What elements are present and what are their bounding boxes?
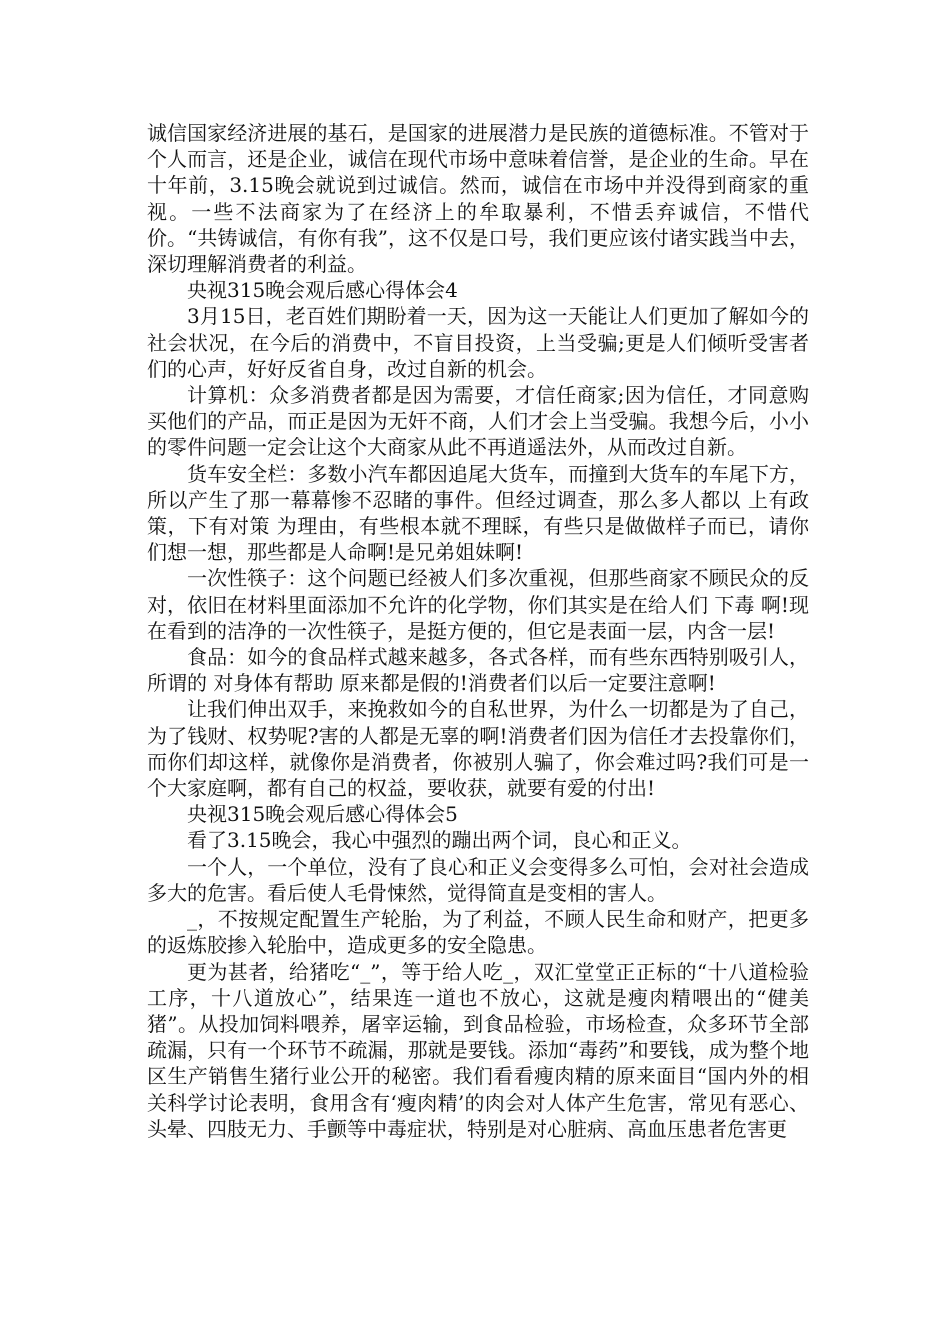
paragraph: 更为甚者，给猪吃“_”，等于给人吃_，双汇堂堂正正标的“十八道检验工序，十八道放心”，结果连一道也不放心，这就是瘦肉精喂出的“健美猪”。从投加饲料喂养，屠宰运输，到食品检验，市场检查，众多环节全部疏漏，只有一个环节不疏漏，那就是要钱。添加“毒药”和要钱，成为整个地区生产销售生猪行业公开的秘密。我们看看瘦肉精的原来面目“国内外的相关科学讨论表明，食用含有‘瘦肉精’的肉会对人体产生危害，常见有恶心、头晕、四肢无力、手颤等中毒症状，特别是对心脏病、高血压患者危害更	[147, 959, 809, 1141]
paragraph: 货车安全栏：多数小汽车都因追尾大货车，而撞到大货车的车尾下方，所以产生了那一幕幕惨不忍睹的事件。但经过调查，那么多人都以 上有政策，下有对策 为理由，有些根本就不理睬，有些只是做做样子而已，请你们想一想，那些都是人命啊!是兄弟姐妹啊!	[147, 461, 809, 565]
paragraph: 计算机：众多消费者都是因为需要，才信任商家;因为信任，才同意购买他们的产品，而正是因为无奸不商，人们才会上当受骗。我想今后，小小的零件问题一定会让这个大商家从此不再逍遥法外，从而改过自新。	[147, 383, 809, 460]
section-heading-4: 央视315晚会观后感心得体会4	[187, 278, 458, 303]
paragraph: 食品：如今的食品样式越来越多，各式各样，而有些东西特别吸引人，所谓的 对身体有帮助 原来都是假的!消费者们以后一定要注意啊!	[147, 645, 809, 696]
paragraph: 3月15日，老百姓们期盼着一天，因为这一天能让人们更加了解如今的社会状况，在今后的消费中，不盲目投资，上当受骗;更是人们倾听受害者们的心声，好好反省自身，改过自新的机会。	[147, 304, 809, 381]
paragraph: 让我们伸出双手，来挽救如今的自私世界，为什么一切都是为了自己，为了钱财、权势呢?害的人都是无辜的啊!消费者们因为信任才去投靠你们，而你们却这样，就像你是消费者，你被别人骗了，你会难过吗?我们可是一个大家庭啊，都有自己的权益，要收获，就要有爱的付出!	[147, 697, 809, 801]
document-page	[147, 120, 809, 1142]
paragraph: 一次性筷子：这个问题已经被人们多次重视，但那些商家不顾民众的反对，依旧在材料里面添加不允许的化学物，你们其实是在给人们 下毒 啊!现在看到的洁净的一次性筷子，是挺方便的，但它是表面一层，内含一层!	[147, 566, 809, 643]
paragraph: 看了3.15晚会，我心中强烈的蹦出两个词，良心和正义。	[187, 828, 692, 853]
paragraph-intro: 诚信国家经济进展的基石，是国家的进展潜力是民族的道德标准。不管对于个人而言，还是企业，诚信在现代市场中意味着信誉，是企业的生命。早在十年前，3.15晚会就说到过诚信。然而，诚信在市场中并没得到商家的重视。一些不法商家为了在经济上的牟取暴利，不惜丢弃诚信，不惜代价。“共铸诚信，有你有我”，这不仅是口号，我们更应该付诸实践当中去，深切理解消费者的利益。	[147, 121, 809, 277]
paragraph: _，不按规定配置生产轮胎，为了利益，不顾人民生命和财产，把更多的返炼胶掺入轮胎中，造成更多的安全隐患。	[147, 907, 809, 958]
section-heading-5: 央视315晚会观后感心得体会5	[187, 802, 458, 827]
paragraph: 一个人，一个单位，没有了良心和正义会变得多么可怕，会对社会造成多大的危害。看后使人毛骨悚然，觉得简直是变相的害人。	[147, 854, 809, 905]
